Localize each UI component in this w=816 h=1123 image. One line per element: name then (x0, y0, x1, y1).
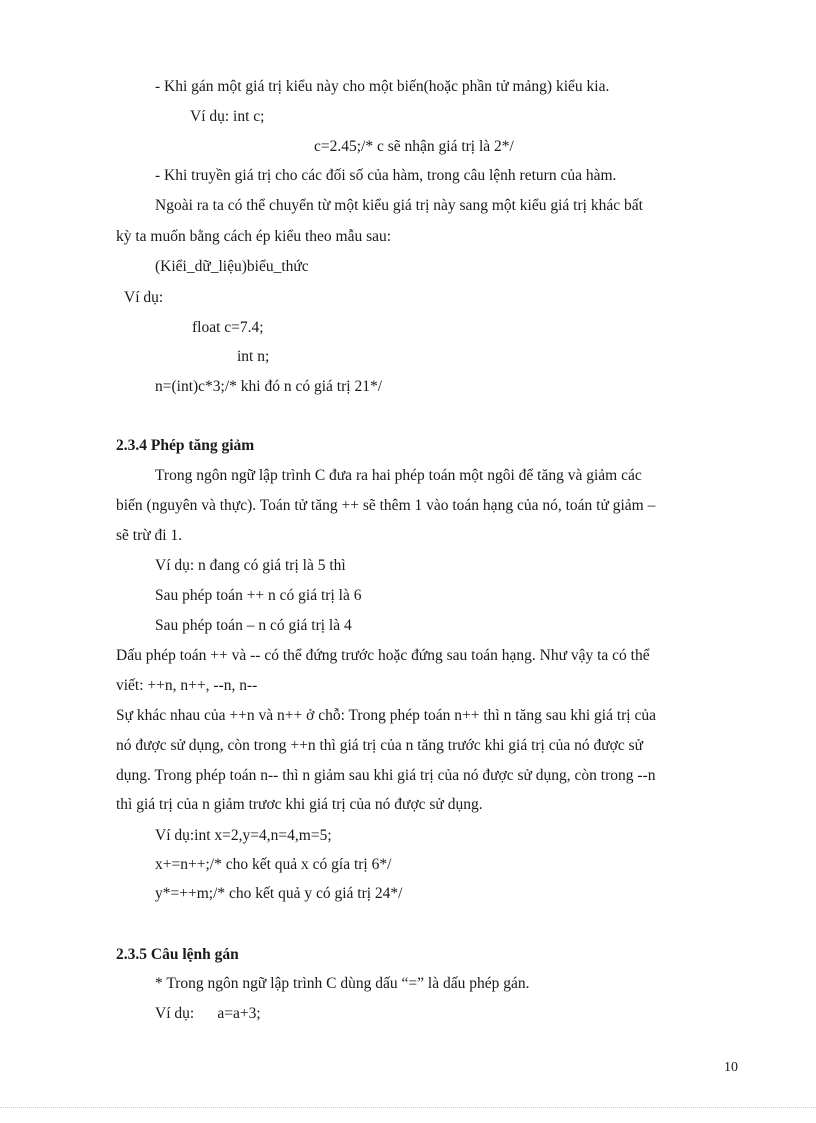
text-line: Ví dụ: int c; (190, 108, 265, 125)
text-line: biến (nguyên và thực). Toán tử tăng ++ sẽ thêm 1 vào toán hạng của nó, toán tử giảm – (116, 497, 656, 514)
text-line: float c=7.4; (192, 319, 264, 336)
text-line: Ngoài ra ta có thể chuyển từ một kiểu giá trị này sang một kiểu giá trị khác bất (155, 197, 643, 214)
text-line: nó được sử dụng, còn trong ++n thì giá trị của n tăng trước khi giá trị của nó được sử (116, 737, 644, 754)
text-line: n=(int)c*3;/* khi đó n có giá trị 21*/ (155, 378, 382, 395)
text-line: Sự khác nhau của ++n và n++ ở chỗ: Trong phép toán n++ thì n tăng sau khi giá trị của (116, 707, 656, 724)
text-line: - Khi gán một giá trị kiểu này cho một biến(hoặc phần tử mảng) kiểu kia. (155, 78, 610, 95)
text-line: int n; (237, 348, 270, 365)
section-heading: 2.3.4 Phép tăng giảm (116, 437, 255, 454)
text-line: Sau phép toán – n có giá trị là 4 (155, 617, 352, 634)
text-line: x+=n++;/* cho kết quả x có gía trị 6*/ (155, 856, 392, 873)
text-line: * Trong ngôn ngữ lập trình C dùng dấu “=” là dấu phép gán. (155, 975, 530, 992)
text-line: Sau phép toán ++ n có giá trị là 6 (155, 587, 362, 604)
text-line: kỳ ta muốn bằng cách ép kiểu theo mẫu sau: (116, 228, 392, 245)
text-line: dụng. Trong phép toán n-- thì n giảm sau khi giá trị của nó được sử dụng, còn trong --n (116, 767, 656, 784)
footer-divider (0, 1107, 816, 1108)
text-line: (Kiểi_dữ_liệu)biểu_thức (155, 258, 309, 275)
text-line: Trong ngôn ngữ lập trình C đưa ra hai phép toán một ngôi để tăng và giảm các (155, 467, 642, 484)
text-line: viết: ++n, n++, --n, n-- (116, 677, 258, 694)
text-line: c=2.45;/* c sẽ nhận giá trị là 2*/ (314, 138, 514, 155)
text-line: thì giá trị của n giảm trươc khi giá trị của nó được sử dụng. (116, 796, 483, 813)
text-line: Ví dụ: (124, 289, 164, 306)
text-line: Dấu phép toán ++ và -- có thể đứng trước hoặc đứng sau toán hạng. Như vậy ta có thể (116, 647, 650, 664)
text-line: y*=++m;/* cho kết quả y có giá trị 24*/ (155, 885, 403, 902)
text-line: Ví dụ:int x=2,y=4,n=4,m=5; (155, 827, 332, 844)
text-line: Ví dụ: n đang có giá trị là 5 thì (155, 557, 346, 574)
section-heading: 2.3.5 Câu lệnh gán (116, 946, 239, 963)
page-number: 10 (724, 1060, 738, 1075)
text-line: sẽ trừ đi 1. (116, 527, 183, 544)
text-line: Ví dụ: a=a+3; (155, 1005, 261, 1022)
text-line: - Khi truyền giá trị cho các đối số của hàm, trong câu lệnh return của hàm. (155, 167, 617, 184)
